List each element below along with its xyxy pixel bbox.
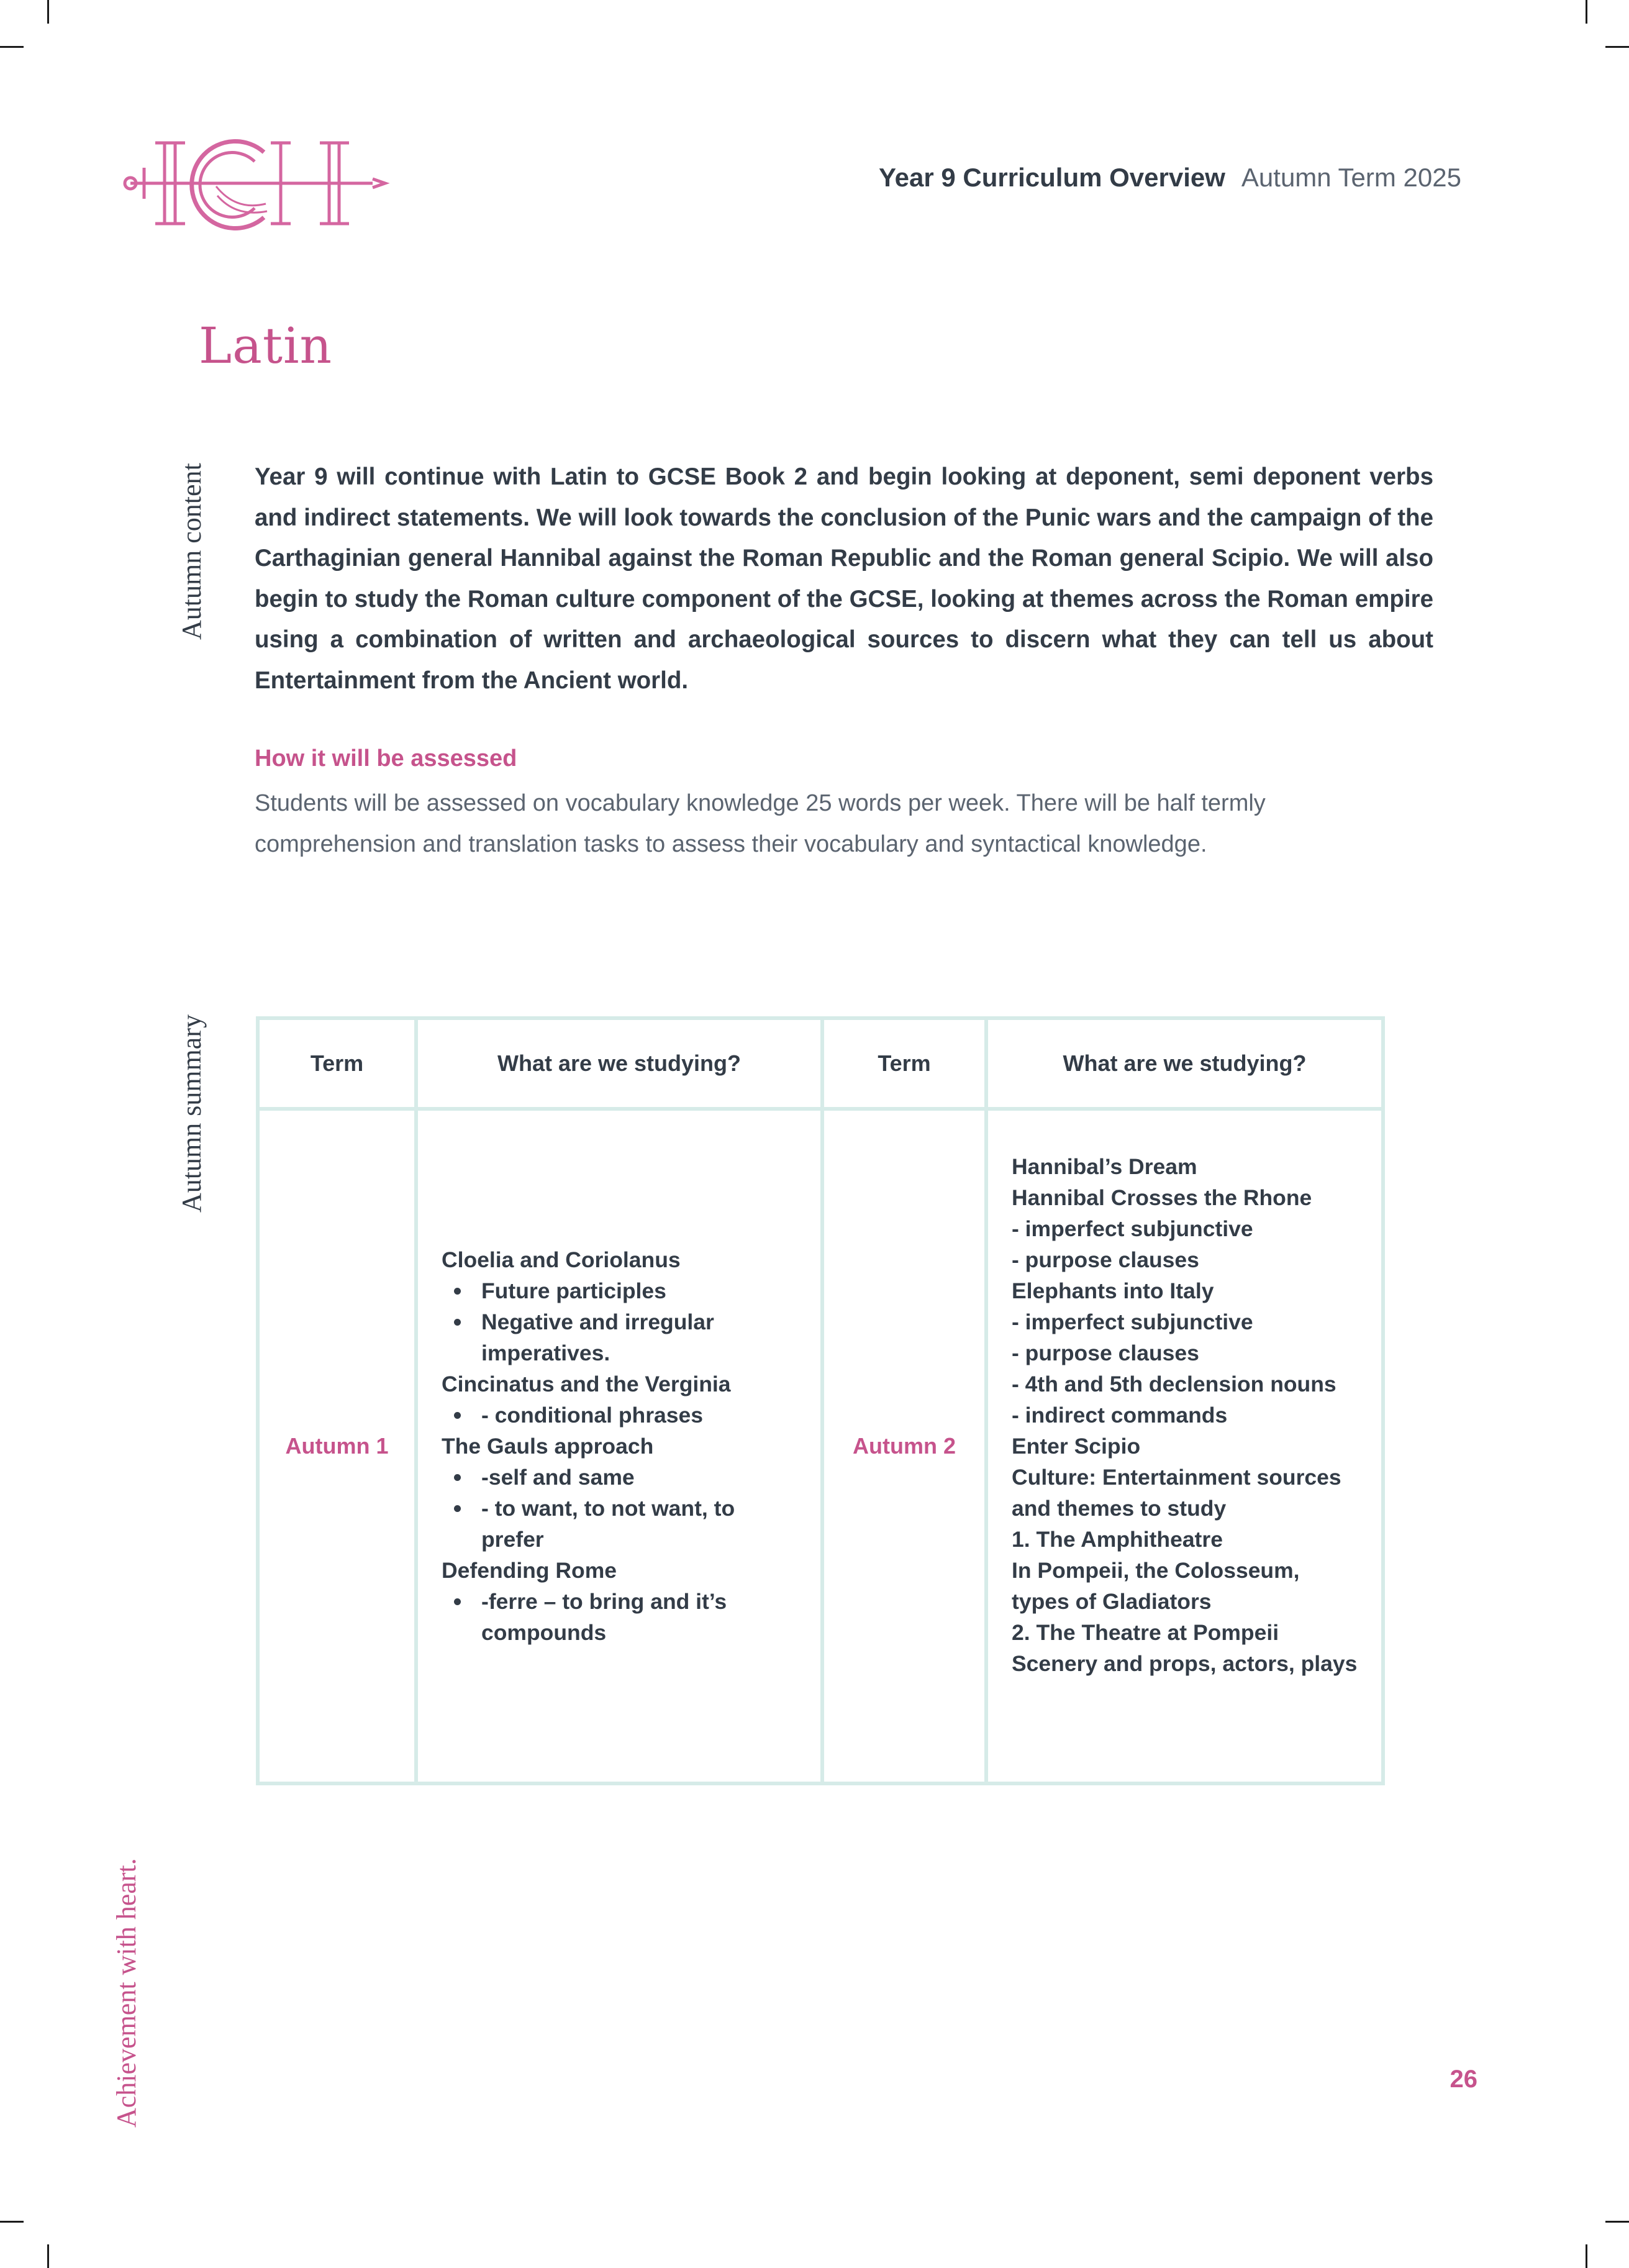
topics-list-autumn-1	[442, 1244, 798, 1648]
table-row	[258, 1109, 1383, 1783]
topic-line: - imperfect subjunctive	[1012, 1216, 1253, 1241]
intro-paragraph: Year 9 will continue with Latin to GCSE Book 2 and begin looking at deponent, semi deponent verbs and indirect statements. We will look towards the conclusion of the Punic wars and the campaign of the Carthaginian general Hannibal against the Roman Republic and the Roman general Scipio. We will also begin to study the Roman culture component of the GCSE, looking at themes across the Roman empire using a combination of written and archaeological sources to discern what they can tell us about Entertainment from the Ancient world.	[255, 463, 1433, 694]
topic-heading: The Gauls approach	[442, 1434, 654, 1459]
page-number: 26	[1450, 2065, 1477, 2093]
side-label-autumn-content: Autumn content	[176, 463, 207, 640]
topic-line: - purpose clauses	[1012, 1341, 1199, 1365]
crop-mark	[1586, 2244, 1587, 2268]
assessment-text: Students will be assessed on vocabulary knowledge 25 words per week. There will be half termly comprehension and translation tasks to assess their vocabulary and syntactical knowledge.	[255, 790, 1266, 857]
bullet-item: -ferre – to bring and it’s compounds	[442, 1586, 798, 1648]
crop-mark	[47, 0, 49, 24]
topic-line: Elephants into Italy	[1012, 1278, 1214, 1303]
topics-cell-autumn-2	[986, 1109, 1383, 1783]
bullet-item: - conditional phrases	[442, 1400, 798, 1431]
column-header: Term	[822, 1018, 986, 1109]
topic-line: Enter Scipio	[1012, 1434, 1141, 1459]
topic-heading: Cincinatus and the Verginia	[442, 1372, 731, 1396]
summary-table	[256, 1016, 1385, 1785]
topic-line: In Pompeii, the Colosseum, types of Gladiators	[1012, 1558, 1300, 1614]
crop-mark	[0, 2221, 24, 2223]
topic-heading: Cloelia and Coriolanus	[442, 1247, 681, 1272]
table-header-row	[258, 1018, 1383, 1109]
crop-mark	[1605, 46, 1629, 48]
side-label-motto: Achievement with heart.	[111, 1858, 142, 2128]
column-header: What are we studying?	[416, 1018, 822, 1109]
topics-cell-autumn-1	[416, 1109, 822, 1783]
topic-line: 2. The Theatre at Pompeii	[1012, 1620, 1279, 1645]
bullet-item: - to want, to not want, to prefer	[442, 1493, 798, 1555]
column-header: What are we studying?	[986, 1018, 1383, 1109]
topic-heading: Defending Rome	[442, 1558, 617, 1583]
bullet-item: -self and same	[442, 1462, 798, 1493]
crop-mark	[1586, 0, 1587, 24]
topic-line: - imperfect subjunctive	[1012, 1309, 1253, 1334]
hch-logo	[118, 124, 391, 242]
topic-line: Culture: Entertainment sources and themes to study	[1012, 1465, 1341, 1521]
side-label-autumn-summary: Autumn summary	[176, 1014, 207, 1213]
term-cell-autumn-1: Autumn 1	[258, 1109, 416, 1783]
term-cell-autumn-2: Autumn 2	[822, 1109, 986, 1783]
header-term: Autumn Term 2025	[1241, 163, 1461, 192]
topic-line: - indirect commands	[1012, 1403, 1228, 1428]
topic-line: Scenery and props, actors, plays	[1012, 1651, 1358, 1676]
page-header	[879, 163, 1461, 193]
topics-list-autumn-2	[1012, 1151, 1359, 1741]
subject-title: Latin	[199, 317, 333, 375]
topic-line: - purpose clauses	[1012, 1247, 1199, 1272]
crop-mark	[47, 2244, 49, 2268]
crop-mark	[0, 46, 24, 48]
topic-line: 1. The Amphitheatre	[1012, 1527, 1223, 1552]
bullet-item: Negative and irregular imperatives.	[442, 1306, 798, 1369]
topic-line: Hannibal Crosses the Rhone	[1012, 1185, 1312, 1210]
topic-line: - 4th and 5th declension nouns	[1012, 1372, 1336, 1396]
column-header: Term	[258, 1018, 416, 1109]
header-title: Year 9 Curriculum Overview	[878, 163, 1225, 192]
topic-line: Hannibal’s Dream	[1012, 1154, 1197, 1179]
bullet-item: Future participles	[442, 1275, 798, 1306]
crop-mark	[1605, 2221, 1629, 2223]
assessment-heading: How it will be assessed	[255, 745, 517, 772]
